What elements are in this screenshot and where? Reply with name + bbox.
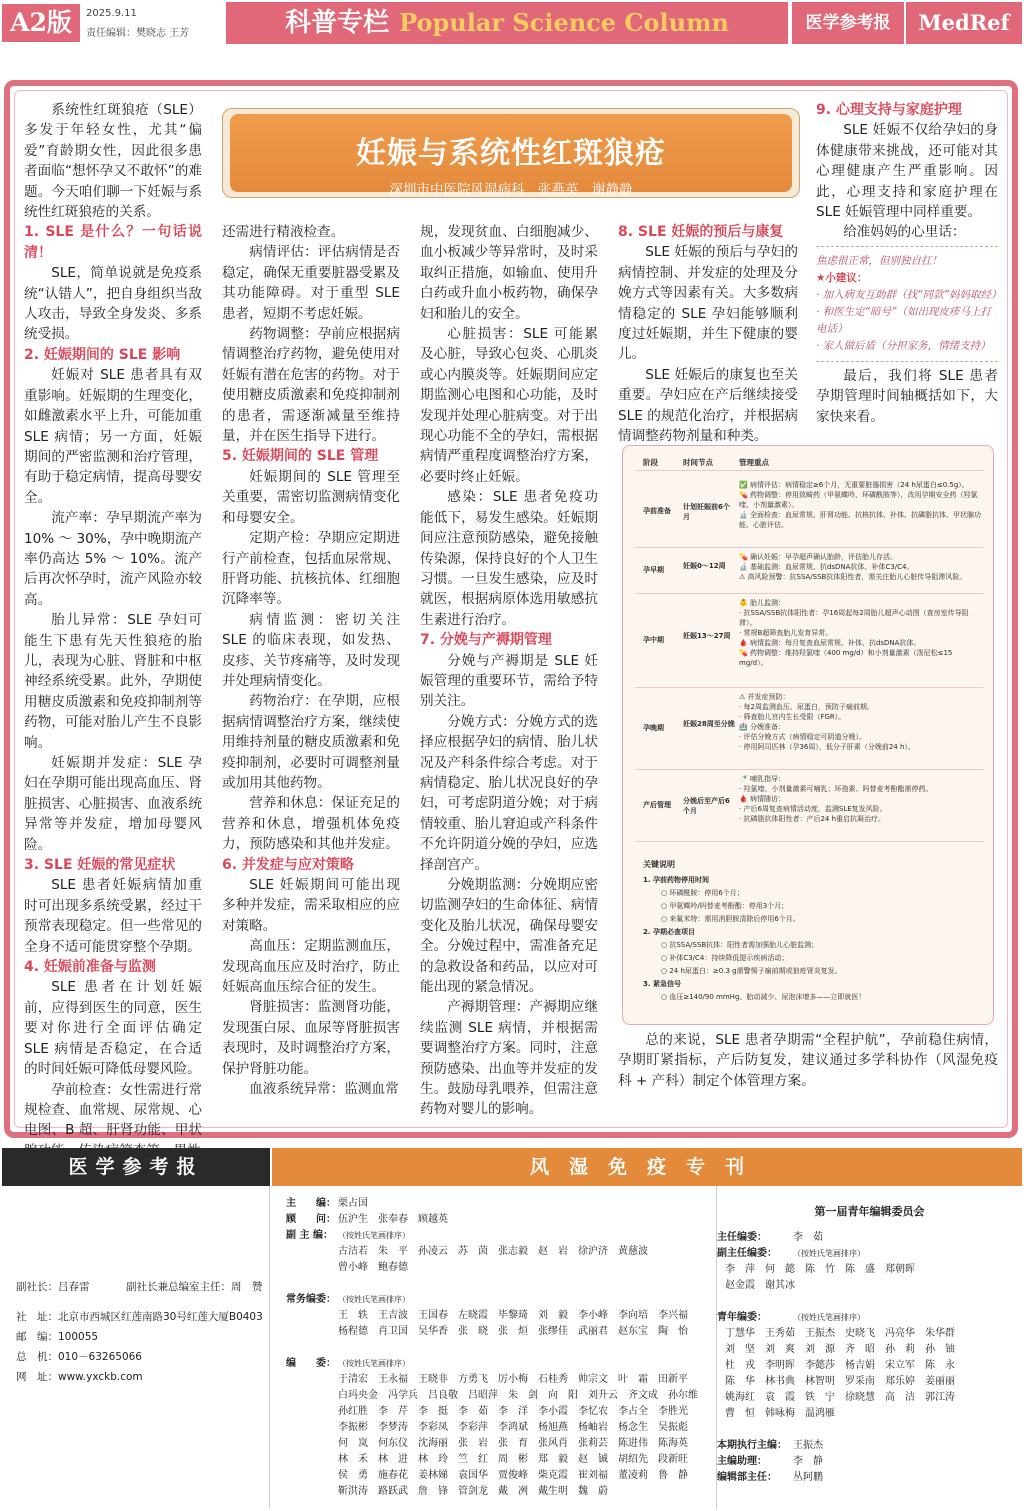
board-names: 王振杰 — [793, 1440, 823, 1451]
board-role: 常务编委： — [286, 1294, 336, 1305]
board-names: （按姓氏笔画排序） — [793, 1249, 865, 1258]
board-role: 副 主 编： — [286, 1230, 333, 1241]
table-row — [635, 594, 983, 688]
paragraph: SLE 妊娠的预后与孕妇的病情控制、并发症的处理及分娩方式等因素有关。大多数病情稳定的 SLE 孕妇能够顺利度过妊娠期，并生下健康的婴儿。 — [618, 244, 798, 363]
text-column-3 — [420, 222, 598, 1120]
text-column-4 — [618, 222, 798, 446]
paragraph: 分娩方式：分娩方式的选择应根据孕妇的病情、胎儿状况及产科条件综合考虑。对于病情稳定、胎儿状况良好的孕妇，可考虑阴道分娩；对于病情较重、胎儿窘迫或产科条件不允许阴道分娩的孕妇，应选择剖宫产。 — [420, 713, 598, 873]
paragraph: 病情监测：密切关注 SLE 的临床表现，如发热、皮疹、关节疼痛等，及时发现并处理病情变化。 — [222, 611, 400, 689]
paragraph: 血液系统异常：监测血常 — [249, 1081, 399, 1098]
paragraph: 分娩与产褥期是 SLE 妊娠管理的重要环节，需给予特别关注。 — [420, 652, 598, 710]
board-row — [717, 1230, 1022, 1246]
table-item: 🍼 哺乳指导： — [739, 775, 785, 783]
board-row — [286, 1340, 706, 1356]
section-heading: 3. SLE 妊娠的常见症状 — [24, 857, 176, 874]
postcode: 邮 编：100055 — [16, 1331, 99, 1343]
board-row — [717, 1246, 1022, 1262]
paragraph: 系统性红斑狼疮（SLE）多发于年轻女性，尤其“偏爱”育龄期女性，因此很多患者面临“想怀孕又不敢怀”的难题。今天咱们聊一下妊娠与系统性红斑狼疮的关系。 — [24, 102, 202, 221]
table-time: 妊娠13～27周 — [683, 632, 731, 640]
board-row — [286, 1356, 706, 1372]
key-note: 2. 孕期必查项目 — [643, 928, 695, 936]
board-row — [717, 1262, 1022, 1278]
paragraph: 心脏损害：SLE 可能累及心脏，导致心包炎、心肌炎或心内膜炎等。妊娠期间应定期监测心电图和心功能，及时发现并处理心脏病变。对于出现心功能不全的孕妇，需根据病情严重程度调整治疗方案，必要时终止妊娠。 — [420, 326, 598, 485]
board-names: 白玛央金 冯学兵 吕良敬 吕昭萍 朱 剑 向 阳 刘升云 齐文成 孙尔维 — [338, 1390, 698, 1401]
timeline-table — [622, 445, 994, 1025]
table-stage: 孕前准备 — [643, 507, 671, 515]
table-item: 🔬 基础监测：血尿常规、抗dsDNA抗体、补体C3/C4。 — [739, 563, 914, 571]
board-role: 副主任编委： — [717, 1248, 777, 1259]
tips-item: · 和医生定“暗号”（如出现皮疹马上打电话） — [816, 306, 992, 335]
paragraph: 规，发现贫血、白细胞减少、血小板减少等异常时，及时采取纠正措施，如输血、使用升白药或升血小板药物，确保孕妇和胎儿的安全。 — [420, 224, 598, 322]
table-item: 👶 胎儿监测： — [739, 599, 785, 607]
board-row — [286, 1404, 706, 1420]
section-heading: 4. 妊娠前准备与监测 — [24, 959, 156, 976]
paragraph: 药物调整：孕前应根据病情调整治疗药物，避免使用对妊娠有潜在危害的药物。对于使用糖皮质激素和免疫抑制剂的患者，需逐渐减量至维持量，并在医生指导下进行。 — [222, 326, 400, 445]
board-role: 主编助理： — [717, 1456, 767, 1467]
table-item: 🩸 病情监测：每月复查血尿常规、补体、抗dsDNA抗体。 — [739, 639, 921, 647]
key-note: ○ 血压≥140/90 mmHg、胎动减少、尿泡沫增多——立即就医！ — [661, 993, 866, 1001]
paragraph: 高血压：定期监测血压，发现高血压应及时治疗，防止妊娠高血压综合征的发生。 — [222, 938, 400, 996]
table-row — [635, 548, 983, 594]
column-banner — [226, 2, 788, 44]
board-names: 王 轶 王吉波 王国春 左晓霞 毕黎琦 刘 毅 李小峰 李向培 李兴福 — [338, 1310, 688, 1321]
board-row — [717, 1470, 1022, 1486]
masthead-section — [0, 1148, 1024, 1511]
board-row — [717, 1422, 1022, 1438]
table-stage: 产后管理 — [643, 801, 671, 809]
board-role: 编辑部主任： — [717, 1472, 777, 1483]
tips-item: · 加入病友互助群（找“同款”妈妈取经） — [816, 289, 1002, 301]
section-heading: 2. 妊娠期间的 SLE 影响 — [24, 346, 181, 363]
section-heading: 1. SLE 是什么？一句话说清！ — [24, 224, 202, 261]
board-row — [286, 1292, 706, 1308]
publisher-info — [2, 1186, 270, 1509]
board-role: 青年编委： — [717, 1312, 767, 1323]
board-role: 本期执行主编： — [717, 1440, 787, 1451]
address: 社 址：北京市西城区红莲南路30号红莲大厦B0403 — [16, 1311, 263, 1323]
section-heading: 9. 心理支持与家庭护理 — [816, 102, 962, 118]
table-item: · 停用阿司匹林（孕36周），低分子肝素（分娩前24 h）。 — [739, 743, 915, 751]
board-names: 李 萍 何 懿 陈 竹 陈 盛 郑朝晖 — [725, 1264, 915, 1275]
board-names: 李 静 — [793, 1456, 823, 1467]
board-names: 李振彬 李梦涛 李彩凤 李彩萍 李鸿斌 杨旭燕 杨岫岩 杨念生 吴振彪 — [338, 1422, 688, 1433]
board-row — [717, 1406, 1022, 1422]
board-row — [286, 1420, 706, 1436]
table-time: 计划妊娠前6个月 — [683, 503, 730, 521]
table-item: 💊 药物调整：停用致畸药（甲氨蝶呤、环磷酰胺等），改用孕期安全药（羟氯喹、小剂量激素）。 — [739, 491, 978, 509]
key-note: ○ 甲氨蝶呤/吗替麦考酚酯：停用3个月； — [661, 902, 789, 910]
table-row — [635, 770, 983, 842]
board-names: 丁慧华 王秀茹 王振杰 史晓飞 冯亮华 朱华群 — [725, 1328, 955, 1339]
key-notes-title: 关键说明 — [643, 860, 675, 869]
board-row — [717, 1278, 1022, 1294]
board-names: （按姓氏笔画排序） — [338, 1295, 410, 1304]
paragraph: 妊娠期间的 SLE 管理至关重要，需密切监测病情变化和母婴安全。 — [222, 468, 400, 526]
board-row — [286, 1276, 706, 1292]
paragraph: SLE 妊娠期间可能出现多种并发症，需采取相应的应对策略。 — [222, 877, 400, 934]
board-row — [286, 1388, 706, 1404]
conclusion-paragraph: 总的来说，SLE 患者孕期需“全程护航”，孕前稳住病情，孕期盯紧指标，产后防复发，建议通过多学科协作（风湿免疫科 + 产科）制定个体管理方案。 — [618, 1032, 998, 1089]
board-row — [286, 1324, 706, 1340]
title-box — [222, 108, 800, 198]
board-names: 伍沪生 张奉春 顾越英 — [338, 1214, 448, 1225]
table-item: ⚠ 高风险预警：抗SSA/SSB抗体阳性者，需关注胎儿心脏传导阻滞风险。 — [739, 573, 967, 581]
paragraph: SLE 妊娠后的康复也至关重要。孕妇应在产后继续接受 SLE 的规范化治疗，并根据病情调整药物剂量和种类。 — [618, 366, 798, 445]
board-role: 编 委： — [286, 1358, 336, 1369]
article-authors: 深圳市中医院风湿病科 张燕英 谢静静 — [389, 182, 633, 198]
paragraph: 感染：SLE 患者免疫功能低下，易发生感染。妊娠期间应注意预防感染，避免接触传染源，保持良好的个人卫生习惯。一旦发生感染，应及时就医，根据病原体选用敏感抗生素进行治疗。 — [420, 489, 598, 628]
paragraph: 肾脏损害：监测肾功能，发现蛋白尿、血尿等肾脏损害表现时，及时调整治疗方案，保护肾脏功能。 — [222, 999, 400, 1077]
table-item: · 产后6周复查病情活动度，监测SLE复发风险。 — [739, 805, 887, 813]
table-item: 💊 确认妊娠：早孕超声确认胎龄，评估胎儿存活。 — [739, 553, 897, 561]
office-director: 副社长兼总编室主任：周 赞 — [126, 1281, 263, 1293]
youth-editorial-board — [716, 1186, 1022, 1509]
table-item: 🔬 全面检查：血尿常规、肝肾功能、抗核抗体、补体、抗磷脂抗体、甲状腺功能、心脏评估。 — [739, 511, 981, 529]
table-item: 💊 药物调整：维持羟氯喹（400 mg/d）和小剂量激素（泼尼松≤15 mg/d）。 — [739, 649, 953, 667]
table-time: 分娩后至产后6个月 — [683, 797, 730, 815]
paragraph: 药物治疗：在孕期，应根据病情调整治疗方案，继续使用维持剂量的糖皮质激素和免疫抑制剂，必要时可调整剂量或加用其他药物。 — [222, 693, 400, 791]
board-names: （按姓氏笔画排序） — [793, 1313, 865, 1322]
key-note: ○ 环磷酰胺：停用6个月； — [661, 889, 744, 897]
website: 网 址：www.yxckb.com — [16, 1371, 143, 1383]
table-item: · 评估分娩方式（病情稳定可阴道分娩）。 — [739, 733, 866, 741]
board-names: 曾小峰 鲍春德 — [338, 1262, 408, 1273]
board-names: 何 岚 何东仪 沈海丽 张 岩 张 育 张风肖 张莉芸 陈进伟 陈海英 — [338, 1438, 688, 1449]
key-notes — [643, 874, 981, 1004]
key-note: ○ 抗SSA/SSB抗体：阳性者需加强胎儿心脏监测； — [661, 941, 819, 949]
text-column-1 — [24, 100, 202, 1161]
section-heading: 5. 妊娠期间的 SLE 管理 — [222, 448, 379, 465]
table-stage: 孕中期 — [643, 636, 664, 644]
board-names: 于清宏 王永福 王晓非 方勇飞 厉小梅 石桂秀 帅宗文 叶 霜 田新平 — [338, 1374, 688, 1385]
table-header-stage: 阶段 — [643, 458, 658, 467]
table-row — [635, 476, 983, 548]
paragraph: 孕前检查：女性需进行常规检查、血常规、尿常规、心电图、B 超、肝肾功能、甲状 — [24, 1081, 202, 1139]
text-column-2 — [222, 222, 400, 1099]
table-header-focus: 管理重点 — [739, 458, 769, 467]
paragraph: 还需进行精液检查。 — [222, 224, 345, 240]
board-names: 靳洪涛 路跃武 詹 锋 管剑龙 戴 冽 戴生明 魏 蔚 — [338, 1486, 608, 1497]
board-names: （按姓氏笔画排序） — [338, 1359, 410, 1368]
paragraph: 给准妈妈的心里话： — [843, 224, 966, 241]
paragraph: 妊娠期并发症：SLE 孕妇在孕期可能出现高血压、肾脏损害、心脏损害、血液系统异常等并发症，增加母婴风险。 — [24, 755, 202, 853]
key-note: ○ 24 h尿蛋白：≥0.3 g需警惕子痫前期或狼疮肾炎复发。 — [661, 967, 842, 975]
board-row — [717, 1294, 1022, 1310]
paragraph: SLE，简单说就是免疫系统“认错人”，把自身组织当敌人攻击，导致全身发炎、多系统受损。 — [24, 265, 202, 343]
editorial-board — [286, 1196, 706, 1500]
tips-label: ★小建议： — [816, 272, 868, 284]
board-names: （按姓氏笔画排序） — [338, 1231, 410, 1240]
vice-president: 副社长：吕春雷 — [16, 1281, 90, 1293]
board-names: 林 禾 林 进 林 玲 竺 红 周 彬 郑 毅 赵 铖 胡绍先 段新旺 — [338, 1454, 688, 1465]
board-row — [286, 1228, 706, 1244]
table-item: · 常规B超筛查胎儿发育异常。 — [739, 629, 833, 637]
board-row — [717, 1454, 1022, 1470]
board-row — [286, 1372, 706, 1388]
paragraph: 妊娠对 SLE 患者具有双重影响。妊娠期的生理变化，如雌激素水平上升，可能加重 SLE 病情；另一方面，妊娠期间的严密监测和治疗管理，有助于稳定病情，提高母婴安全。 — [24, 367, 202, 506]
paragraph: SLE 患者在计划妊娠前，应得到医生的同意，医生要对你进行全面评估确定 SLE 病情是否稳定，在合适的时间妊娠可降低母婴风险。 — [24, 979, 202, 1078]
board-names: 李 茹 — [793, 1232, 823, 1243]
masthead-left-bar: 医学参考报 — [2, 1148, 270, 1186]
board-names: 侯 勇 施春花 姜林娣 袁国华 贾俊峰 柴克霞 崔刘福 董凌莉 鲁 静 — [338, 1470, 688, 1481]
phone: 总 机：010－63265066 — [16, 1351, 142, 1363]
board-row — [286, 1212, 706, 1228]
table-item: · 每2周监测血压、尿蛋白，预防子痫前期。 — [739, 703, 874, 711]
board-names: 杜 戎 李明晖 李懿莎 杨吉娟 宋立军 陈 永 — [725, 1360, 955, 1371]
paragraph: 营养和休息：保证充足的营养和休息，增强机体免疫力，预防感染和其他并发症。 — [222, 795, 400, 853]
board-row — [286, 1484, 706, 1500]
board-names: 曹 恒 韩咏梅 温鸿雁 — [725, 1408, 835, 1419]
page-header — [0, 0, 1024, 46]
paragraph: SLE 患者妊娠病情加重时可出现多系统受累，经过干预常表现稳定。但一些常见的全身不适可能贯穿整个孕期。 — [24, 877, 202, 955]
board-names: 丛阿鹏 — [793, 1472, 823, 1483]
board-row — [286, 1468, 706, 1484]
paragraph: 定期产检：孕期应定期进行产前检查，包括血尿常规、肝肾功能、抗核抗体、红细胞沉降率等。 — [222, 530, 400, 608]
table-item: 🏥 分娩准备： — [739, 723, 785, 731]
board-names: 杨程德 肖卫国 吴华香 张 晓 张 烜 张缪佳 武丽君 赵东宝 陶 怡 — [338, 1326, 688, 1337]
column-title-cn: 科普专栏 — [285, 8, 390, 38]
table-stage: 孕晚期 — [643, 724, 664, 732]
board-names: 古洁若 朱 平 孙凌云 苏 茵 张志毅 赵 岩 徐沪济 黄慈波 — [338, 1246, 648, 1257]
board-row — [717, 1374, 1022, 1390]
key-note: 1. 孕前药物停用时间 — [643, 876, 709, 884]
board-row — [286, 1436, 706, 1452]
board-role: 主任编委： — [717, 1232, 767, 1243]
masthead-right-bar: 风湿免疫专刊 — [272, 1148, 1022, 1186]
key-note: ○ 补体C3/C4：持续降低提示疾病活动； — [661, 954, 789, 962]
article-title: 妊娠与系统性红斑狼疮 — [356, 136, 666, 171]
table-item: · 抗SSA/SSB抗体阳性者：孕16周起每2周胎儿超声心动图（查房室传导阻滞）。 — [739, 609, 969, 627]
board-names: 栗占国 — [338, 1198, 368, 1209]
board-row — [286, 1308, 706, 1324]
paragraph: 流产率：孕早期流产率为 10% ～ 30%，孕中晚期流产率仍高达 5% ～ 10%。流产后再次怀孕时，流产风险亦较高。 — [24, 510, 202, 608]
board-row — [717, 1326, 1022, 1342]
table-time: 妊娠0～12周 — [683, 562, 726, 570]
responsible-editor: 责任编辑：樊晓志 王芳 — [86, 28, 190, 39]
board-row — [286, 1452, 706, 1468]
board-row — [717, 1342, 1022, 1358]
youth-board-title: 第一届青年编辑委员会 — [814, 1205, 925, 1218]
board-role: 顾 问： — [286, 1214, 336, 1225]
board-row — [717, 1310, 1022, 1326]
table-row — [635, 688, 983, 770]
tips-item: · 家人做后盾（分担家务，情绪支持） — [816, 340, 991, 352]
paper-name-en: MedRef — [906, 2, 1022, 44]
tips-box — [816, 246, 1002, 362]
board-role: 主 编： — [286, 1198, 336, 1209]
board-names: 孙红胜 李 芹 李 挺 李 茹 李 洋 李小霞 李忆农 李占全 李胜光 — [338, 1406, 688, 1417]
paragraph: 产褥期管理：产褥期应继续监测 SLE 病情，并根据需要调整治疗方案。同时，注意预防感染、出血等并发症的发生。鼓励母乳喂养，但需注意药物对婴儿的影响。 — [420, 999, 598, 1118]
text-column-5 — [816, 100, 998, 243]
board-row — [286, 1260, 706, 1276]
board-row — [717, 1358, 1022, 1374]
closing-paragraph: 最后，我们将 SLE 患者孕期管理时间轴概括如下，大家快来看。 — [816, 368, 998, 425]
paragraph: 胎儿异常：SLE 孕妇可能生下患有先天性狼疮的胎儿，表现为心脏、肾脏和中枢神经系统受累。此外，孕期使用糖皮质激素和免疫抑制剂等药物，可能对胎儿产生不良影响。 — [24, 612, 202, 751]
section-heading: 8. SLE 妊娠的预后与康复 — [618, 224, 784, 240]
board-names: 陈 华 林书典 林智明 罗采南 郑乐婷 姜丽丽 — [725, 1376, 955, 1387]
board-names: 刘 坚 刘 爽 刘 源 齐 昭 孙 莉 孙 铀 — [725, 1344, 955, 1355]
table-item: · 筛查胎儿宫内生长受限（FGR）。 — [739, 713, 846, 721]
board-names: 姚海红 袁 霞 铁 宁 徐晓慧 高 洁 郭江涛 — [725, 1392, 955, 1403]
board-row — [717, 1390, 1022, 1406]
table-time: 妊娠28周至分娩 — [683, 720, 735, 728]
paragraph: 分娩期监测：分娩期应密切监测孕妇的生命体征、病情变化及胎儿状况，确保母婴安全。分娩过程中，需准备充足的急救设备和药品，以应对可能出现的紧急情况。 — [420, 877, 598, 996]
paragraph: SLE 妊娠不仅给孕妇的身体健康带来挑战，还可能对其心理健康产生严重影响。因此，心理支持和家庭护理在 SLE 妊娠管理中同样重要。 — [816, 122, 998, 221]
section-heading: 6. 并发症与应对策略 — [222, 856, 354, 873]
table-header-time: 时间节点 — [683, 458, 713, 467]
board-row — [286, 1196, 706, 1212]
table-item: 🩸 病情随访： — [739, 795, 785, 803]
table-item: · 抗磷脂抗体阳性者：产后24 h重启抗凝治疗。 — [739, 815, 886, 823]
edition-label: A2版 — [2, 4, 80, 42]
board-row — [717, 1438, 1022, 1454]
key-note: 3. 紧急信号 — [643, 980, 681, 988]
table-stage: 孕早期 — [643, 566, 664, 574]
table-item: · 羟氯喹、小剂量激素可哺乳；环孢素、吗替麦考酚酯需停药。 — [739, 785, 933, 793]
board-names: 赵金霞 谢其冰 — [725, 1280, 795, 1291]
paper-name-cn: 医学参考报 — [792, 2, 904, 44]
key-note: ○ 来氟米特：需用消胆胺清除后停用6个月。 — [661, 915, 800, 923]
table-item: ✅ 病情评估：病情稳定≥6个月，无重要脏器损害（24 h尿蛋白≤0.5g）。 — [739, 481, 969, 489]
column-title-en: Popular Science Column — [399, 8, 729, 37]
issue-date: 2025.9.11 — [86, 8, 137, 19]
board-row — [286, 1244, 706, 1260]
tips-line: 焦虑很正常，但别独自扛！ — [816, 255, 942, 267]
section-heading: 7. 分娩与产褥期管理 — [420, 632, 552, 649]
paragraph: 病情评估：评估病情是否稳定，确保无重要脏器受累及其功能障碍。对于重型 SLE 患者，短期不考虑妊娠。 — [222, 244, 400, 322]
table-item: ⚠ 并发症预防： — [739, 693, 790, 701]
